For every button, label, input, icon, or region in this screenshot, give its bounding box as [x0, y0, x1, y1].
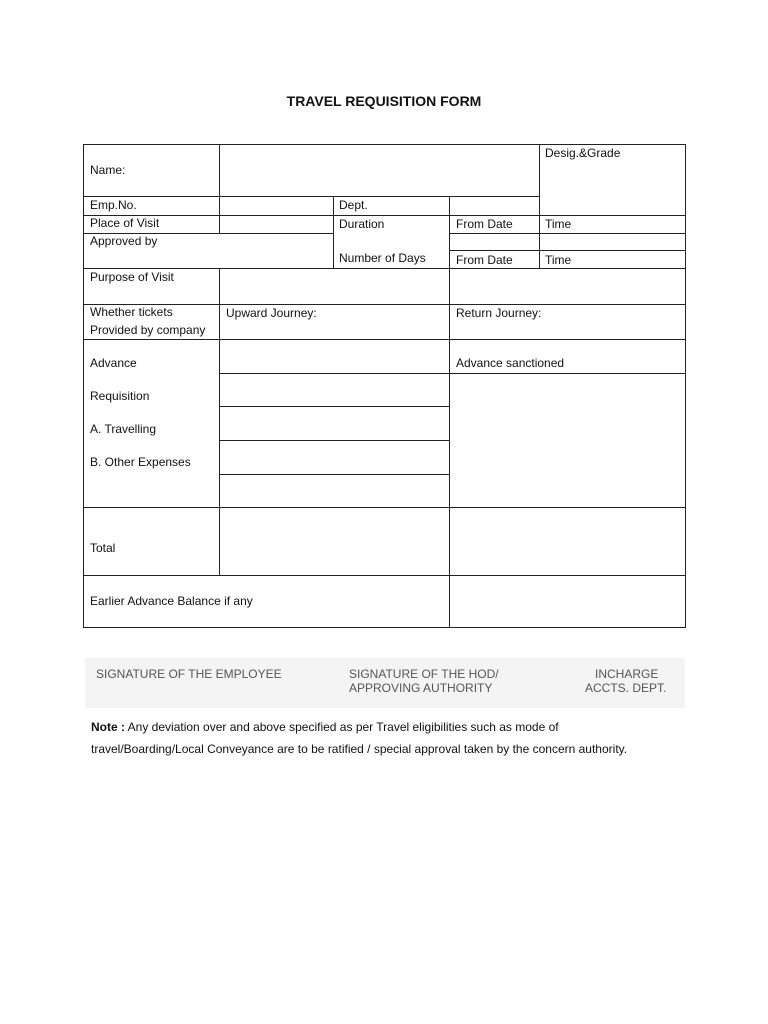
signature-strip [85, 658, 685, 708]
row-divider [83, 215, 686, 216]
tickets-label-line1: Whether tickets [90, 305, 173, 319]
row-divider [219, 474, 450, 475]
hod-signature-label-line1: SIGNATURE OF THE HOD/ [349, 667, 499, 681]
note-block [91, 716, 691, 760]
table-border-left [83, 144, 84, 628]
other-expenses-field[interactable] [220, 441, 449, 474]
form-title: TRAVEL REQUISITION FORM [286, 93, 482, 109]
place-of-visit-label: Place of Visit [90, 216, 160, 230]
note-line1 [91, 716, 691, 738]
dept-label: Dept. [339, 198, 368, 212]
from-date-label: From Date [456, 253, 513, 267]
purpose-extra-field[interactable] [450, 269, 685, 304]
emp-no-label: Emp.No. [90, 198, 137, 212]
col-divider [333, 196, 334, 268]
earlier-advance-label: Earlier Advance Balance if any [90, 594, 253, 608]
place-of-visit-field[interactable] [220, 216, 333, 233]
requisition-field[interactable] [220, 374, 449, 406]
name-label: Name: [90, 163, 126, 177]
purpose-of-visit-field[interactable] [220, 269, 449, 304]
name-field[interactable] [220, 145, 539, 196]
from-date-label: From Date [456, 217, 513, 231]
advance-sanctioned-field[interactable] [450, 374, 685, 507]
employee-signature-label: SIGNATURE OF THE EMPLOYEE [96, 667, 282, 681]
row-divider [83, 304, 686, 305]
total-field[interactable] [220, 508, 449, 575]
approved-by-label: Approved by [90, 234, 158, 248]
dept-field[interactable] [450, 197, 539, 215]
requisition-label: Requisition [90, 389, 150, 403]
tickets-label-line2: Provided by company [90, 323, 206, 337]
table-border-bottom [83, 627, 686, 628]
time-label: Time [545, 253, 572, 267]
accts-signature-label-line2: ACCTS. DEPT. [585, 681, 667, 695]
table-border-right [685, 144, 686, 628]
requisition-table [83, 144, 686, 628]
other-expenses-label: B. Other Expenses [90, 455, 191, 469]
number-of-days-label: Number of Days [339, 251, 426, 265]
time-label: Time [545, 217, 572, 231]
earlier-advance-field[interactable] [450, 576, 685, 627]
total-sanctioned-field[interactable] [450, 508, 685, 575]
duration-label: Duration [339, 217, 385, 231]
travelling-field[interactable] [220, 407, 449, 440]
advance-sanctioned-label: Advance sanctioned [456, 356, 565, 370]
travelling-label: A. Travelling [90, 422, 157, 436]
note-text-line2: travel/Boarding/Local Conveyance are to be ratified / special approval taken by the concern authority. [91, 742, 628, 756]
return-journey-label: Return Journey: [456, 306, 542, 320]
note-text-line1: Any deviation over and above specified as per Travel eligibilities such as mode of [125, 720, 559, 734]
hod-signature-label-line2: APPROVING AUTHORITY [349, 681, 493, 695]
accts-signature-label-line1: INCHARGE [595, 667, 659, 681]
advance-label: Advance [90, 356, 137, 370]
upward-journey-label: Upward Journey: [226, 306, 317, 320]
row-divider [449, 250, 686, 251]
desig-grade-field[interactable] [540, 164, 685, 215]
advance-field[interactable] [220, 340, 449, 373]
emp-no-field[interactable] [220, 197, 333, 215]
total-label: Total [90, 541, 116, 555]
note-label: Note : [91, 720, 125, 734]
from-date-field[interactable] [450, 234, 685, 250]
desig-grade-label: Desig.&Grade [545, 146, 621, 160]
purpose-of-visit-label: Purpose of Visit [90, 270, 174, 284]
